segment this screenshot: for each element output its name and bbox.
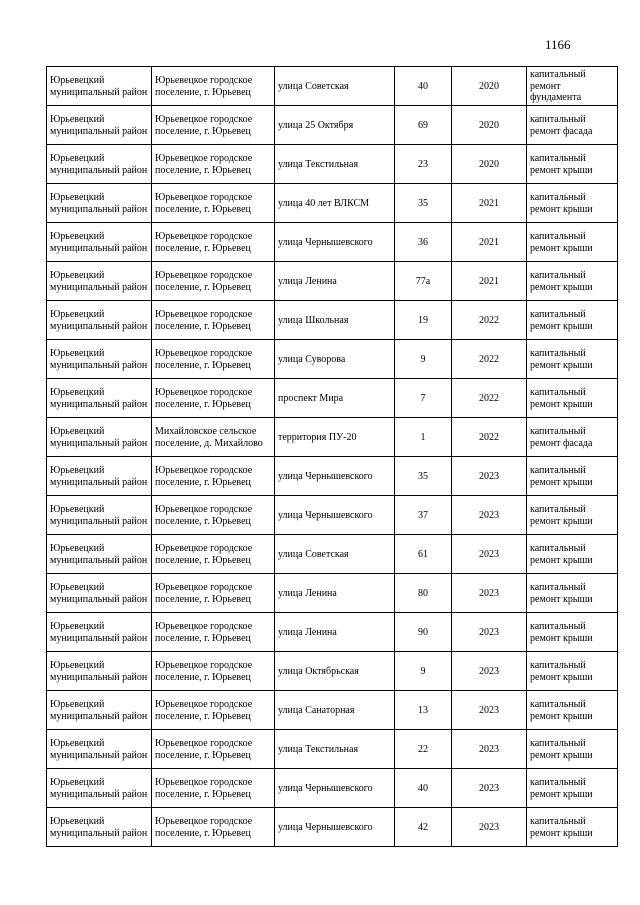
street-cell: улица Ленина	[275, 613, 395, 652]
house-number-cell: 13	[395, 691, 452, 730]
work-type-cell: капитальный ремонт фасада	[527, 418, 618, 457]
work-type-cell: капитальный ремонт крыши	[527, 496, 618, 535]
district-cell: Юрьевецкий муниципальный район	[47, 574, 152, 613]
district-cell: Юрьевецкий муниципальный район	[47, 418, 152, 457]
house-number-cell: 40	[395, 67, 452, 106]
year-cell: 2022	[452, 379, 527, 418]
table-row	[47, 262, 618, 301]
district-cell: Юрьевецкий муниципальный район	[47, 769, 152, 808]
district-cell: Юрьевецкий муниципальный район	[47, 457, 152, 496]
street-cell: улица Текстильная	[275, 730, 395, 769]
district-cell: Юрьевецкий муниципальный район	[47, 808, 152, 847]
year-cell: 2023	[452, 613, 527, 652]
work-type-cell: капитальный ремонт крыши	[527, 769, 618, 808]
house-number-cell: 19	[395, 301, 452, 340]
year-cell: 2023	[452, 769, 527, 808]
work-type-cell: капитальный ремонт крыши	[527, 457, 618, 496]
street-cell: улица Октябрьская	[275, 652, 395, 691]
year-cell: 2022	[452, 340, 527, 379]
settlement-cell: Юрьевецкое городское поселение, г. Юрьевец	[152, 340, 275, 379]
house-number-cell: 35	[395, 457, 452, 496]
house-number-cell: 9	[395, 652, 452, 691]
table-row	[47, 301, 618, 340]
work-type-cell: капитальный ремонт крыши	[527, 691, 618, 730]
settlement-cell: Юрьевецкое городское поселение, г. Юрьевец	[152, 301, 275, 340]
house-number-cell: 80	[395, 574, 452, 613]
year-cell: 2020	[452, 67, 527, 106]
settlement-cell: Юрьевецкое городское поселение, г. Юрьевец	[152, 223, 275, 262]
table-row	[47, 67, 618, 106]
table-row	[47, 379, 618, 418]
district-cell: Юрьевецкий муниципальный район	[47, 67, 152, 106]
year-cell: 2023	[452, 496, 527, 535]
page-number: 1166	[545, 37, 571, 52]
house-number-cell: 35	[395, 184, 452, 223]
table-row	[47, 496, 618, 535]
street-cell: улица Школьная	[275, 301, 395, 340]
house-number-cell: 1	[395, 418, 452, 457]
table-row	[47, 574, 618, 613]
settlement-cell: Юрьевецкое городское поселение, г. Юрьевец	[152, 730, 275, 769]
table-row	[47, 184, 618, 223]
street-cell: улица Чернышевского	[275, 808, 395, 847]
street-cell: улица Советская	[275, 67, 395, 106]
street-cell: улица 25 Октября	[275, 106, 395, 145]
settlement-cell: Михайловское сельское поселение, д. Михайлово	[152, 418, 275, 457]
house-number-cell: 77а	[395, 262, 452, 301]
settlement-cell: Юрьевецкое городское поселение, г. Юрьевец	[152, 106, 275, 145]
work-type-cell: капитальный ремонт крыши	[527, 652, 618, 691]
street-cell: проспект Мира	[275, 379, 395, 418]
house-number-cell: 40	[395, 769, 452, 808]
house-number-cell: 90	[395, 613, 452, 652]
house-number-cell: 36	[395, 223, 452, 262]
house-number-cell: 61	[395, 535, 452, 574]
year-cell: 2023	[452, 535, 527, 574]
settlement-cell: Юрьевецкое городское поселение, г. Юрьевец	[152, 379, 275, 418]
settlement-cell: Юрьевецкое городское поселение, г. Юрьевец	[152, 769, 275, 808]
settlement-cell: Юрьевецкое городское поселение, г. Юрьевец	[152, 613, 275, 652]
settlement-cell: Юрьевецкое городское поселение, г. Юрьевец	[152, 496, 275, 535]
work-type-cell: капитальный ремонт фасада	[527, 106, 618, 145]
table-row	[47, 535, 618, 574]
year-cell: 2023	[452, 730, 527, 769]
settlement-cell: Юрьевецкое городское поселение, г. Юрьевец	[152, 535, 275, 574]
house-number-cell: 22	[395, 730, 452, 769]
settlement-cell: Юрьевецкое городское поселение, г. Юрьевец	[152, 574, 275, 613]
street-cell: улица Ленина	[275, 262, 395, 301]
work-type-cell: капитальный ремонт крыши	[527, 379, 618, 418]
work-type-cell: капитальный ремонт крыши	[527, 340, 618, 379]
year-cell: 2023	[452, 574, 527, 613]
district-cell: Юрьевецкий муниципальный район	[47, 652, 152, 691]
year-cell: 2023	[452, 808, 527, 847]
settlement-cell: Юрьевецкое городское поселение, г. Юрьевец	[152, 691, 275, 730]
table-row	[47, 730, 618, 769]
street-cell: улица Ленина	[275, 574, 395, 613]
work-type-cell: капитальный ремонт крыши	[527, 262, 618, 301]
street-cell: улица 40 лет ВЛКСМ	[275, 184, 395, 223]
table-row	[47, 223, 618, 262]
district-cell: Юрьевецкий муниципальный район	[47, 223, 152, 262]
house-number-cell: 37	[395, 496, 452, 535]
settlement-cell: Юрьевецкое городское поселение, г. Юрьевец	[152, 808, 275, 847]
house-number-cell: 42	[395, 808, 452, 847]
street-cell: улица Чернышевского	[275, 223, 395, 262]
table-row	[47, 769, 618, 808]
district-cell: Юрьевецкий муниципальный район	[47, 496, 152, 535]
work-type-cell: капитальный ремонт крыши	[527, 613, 618, 652]
year-cell: 2021	[452, 184, 527, 223]
street-cell: улица Санаторная	[275, 691, 395, 730]
work-type-cell: капитальный ремонт крыши	[527, 730, 618, 769]
district-cell: Юрьевецкий муниципальный район	[47, 262, 152, 301]
work-type-cell: капитальный ремонт крыши	[527, 574, 618, 613]
table-row	[47, 613, 618, 652]
settlement-cell: Юрьевецкое городское поселение, г. Юрьевец	[152, 145, 275, 184]
street-cell: улица Текстильная	[275, 145, 395, 184]
year-cell: 2023	[452, 691, 527, 730]
year-cell: 2022	[452, 301, 527, 340]
repair-schedule-table	[46, 66, 618, 847]
table-row	[47, 106, 618, 145]
street-cell: улица Чернышевского	[275, 769, 395, 808]
street-cell: улица Чернышевского	[275, 457, 395, 496]
table-row	[47, 418, 618, 457]
street-cell: улица Советская	[275, 535, 395, 574]
year-cell: 2020	[452, 106, 527, 145]
district-cell: Юрьевецкий муниципальный район	[47, 613, 152, 652]
district-cell: Юрьевецкий муниципальный район	[47, 184, 152, 223]
district-cell: Юрьевецкий муниципальный район	[47, 301, 152, 340]
year-cell: 2023	[452, 652, 527, 691]
house-number-cell: 9	[395, 340, 452, 379]
table-body	[47, 67, 618, 847]
year-cell: 2021	[452, 262, 527, 301]
work-type-cell: капитальный ремонт фундамента	[527, 67, 618, 106]
table-row	[47, 652, 618, 691]
house-number-cell: 23	[395, 145, 452, 184]
table-row	[47, 457, 618, 496]
settlement-cell: Юрьевецкое городское поселение, г. Юрьевец	[152, 184, 275, 223]
work-type-cell: капитальный ремонт крыши	[527, 808, 618, 847]
house-number-cell: 7	[395, 379, 452, 418]
district-cell: Юрьевецкий муниципальный район	[47, 340, 152, 379]
work-type-cell: капитальный ремонт крыши	[527, 301, 618, 340]
table-row	[47, 691, 618, 730]
district-cell: Юрьевецкий муниципальный район	[47, 379, 152, 418]
street-cell: улица Суворова	[275, 340, 395, 379]
table-row	[47, 340, 618, 379]
work-type-cell: капитальный ремонт крыши	[527, 184, 618, 223]
settlement-cell: Юрьевецкое городское поселение, г. Юрьевец	[152, 457, 275, 496]
district-cell: Юрьевецкий муниципальный район	[47, 730, 152, 769]
table-row	[47, 808, 618, 847]
district-cell: Юрьевецкий муниципальный район	[47, 145, 152, 184]
year-cell: 2022	[452, 418, 527, 457]
settlement-cell: Юрьевецкое городское поселение, г. Юрьевец	[152, 262, 275, 301]
district-cell: Юрьевецкий муниципальный район	[47, 535, 152, 574]
work-type-cell: капитальный ремонт крыши	[527, 145, 618, 184]
street-cell: улица Чернышевского	[275, 496, 395, 535]
year-cell: 2021	[452, 223, 527, 262]
street-cell: территория ПУ-20	[275, 418, 395, 457]
settlement-cell: Юрьевецкое городское поселение, г. Юрьевец	[152, 67, 275, 106]
work-type-cell: капитальный ремонт крыши	[527, 223, 618, 262]
year-cell: 2023	[452, 457, 527, 496]
district-cell: Юрьевецкий муниципальный район	[47, 106, 152, 145]
district-cell: Юрьевецкий муниципальный район	[47, 691, 152, 730]
year-cell: 2020	[452, 145, 527, 184]
work-type-cell: капитальный ремонт крыши	[527, 535, 618, 574]
table-row	[47, 145, 618, 184]
house-number-cell: 69	[395, 106, 452, 145]
settlement-cell: Юрьевецкое городское поселение, г. Юрьевец	[152, 652, 275, 691]
